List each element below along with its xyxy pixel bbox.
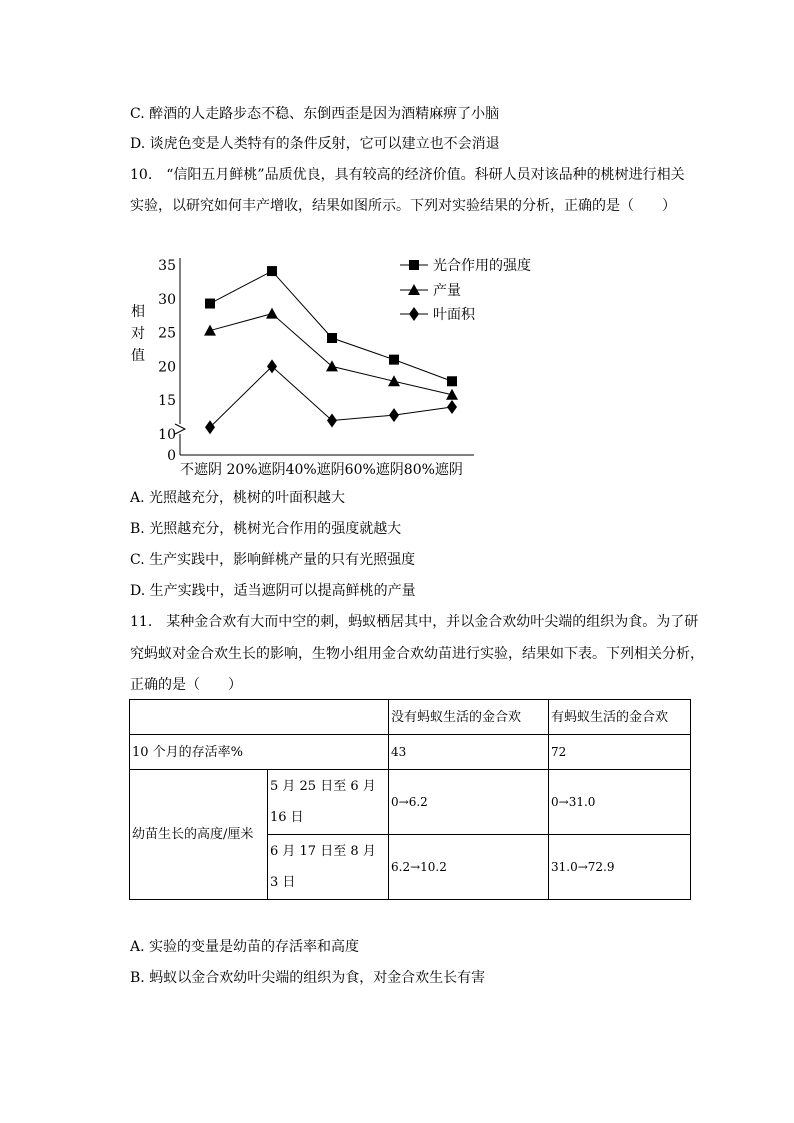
chart-series <box>204 266 458 434</box>
survival-ant: 72 <box>549 735 691 770</box>
data-point-square <box>447 376 457 386</box>
data-point-diamond <box>267 359 277 373</box>
y-tick-label: 0 <box>167 448 176 464</box>
q10-option-a: A. 光照越充分，桃树的叶面积越大 <box>130 490 346 506</box>
data-point-triangle <box>204 325 216 336</box>
chart-legend <box>400 257 531 323</box>
data-point-diamond <box>389 408 399 422</box>
period1-no-ant: 0→6.2 <box>389 770 549 835</box>
q10-line-chart <box>130 248 560 483</box>
x-axis-labels: 不遮阴 20%遮阴40%遮阴60%遮阴80%遮阴 <box>180 462 463 478</box>
q10-option-b: B. 光照越充分，桃树光合作用的强度就越大 <box>130 521 402 537</box>
y-tick-label: 35 <box>158 258 176 274</box>
q9-option-c: C. 醉酒的人走路步态不稳、东倒西歪是因为酒精麻痹了小脑 <box>130 106 500 122</box>
series-line <box>210 314 452 395</box>
period1-ant: 0→31.0 <box>549 770 691 835</box>
header-no-ant: 没有蚂蚁生活的金合欢 <box>389 700 549 735</box>
y-tick-label: 20 <box>158 359 176 376</box>
y-label-char-3: 值 <box>131 348 145 364</box>
y-tick-label: 15 <box>158 393 176 410</box>
y-tick-label: 30 <box>158 291 176 308</box>
data-point-diamond <box>409 307 419 321</box>
q11-option-a: A. 实验的变量是幼苗的存活率和高度 <box>130 939 360 955</box>
y-tick-label: 25 <box>158 325 176 342</box>
q11-stem-line2: 究蚂蚁对金合欢生长的影响，生物小组用金合欢幼苗进行实验，结果如下表。下列相关分析， <box>130 646 704 662</box>
q9-option-d: D. 谈虎色变是人类特有的条件反射，它可以建立也不会消退 <box>130 136 500 152</box>
period1-label: 5 月 25 日至 6 月 16 日 <box>268 770 389 835</box>
legend-label: 叶面积 <box>433 307 475 323</box>
series-2 <box>204 308 458 400</box>
table-row <box>130 735 691 770</box>
y-label-2 <box>131 326 145 342</box>
q11-table <box>129 699 691 900</box>
data-point-square <box>389 355 399 365</box>
q10-stem-line1: 10. “信阳五月鲜桃”品质优良，具有较高的经济价值。科研人员对该品种的桃树进行相关 <box>130 167 685 183</box>
data-point-square <box>205 299 215 309</box>
period2-ant: 31.0→72.9 <box>549 835 691 900</box>
y-label-3 <box>131 347 145 364</box>
chart-axes <box>175 258 474 455</box>
q11-stem-line3: 正确的是（ ） <box>130 677 242 693</box>
q10-option-d: D. 生产实践中，适当遮阴可以提高鲜桃的产量 <box>130 583 416 599</box>
data-point-triangle <box>266 308 278 319</box>
table-row <box>130 700 691 735</box>
y-label-1 <box>131 303 145 320</box>
y-axis-break <box>175 424 185 434</box>
y-label-char-2: 对 <box>131 326 145 342</box>
table-corner-cell <box>130 700 389 735</box>
period2-no-ant: 6.2→10.2 <box>389 835 549 900</box>
y-label-char-1: 相 <box>131 304 145 320</box>
q11-option-b: B. 蚂蚁以金合欢幼叶尖端的组织为食，对金合欢生长有害 <box>130 970 486 986</box>
data-point-diamond <box>447 400 457 414</box>
data-point-square <box>327 333 337 343</box>
data-point-square <box>409 260 419 270</box>
data-point-diamond <box>205 420 215 434</box>
y-tick-label: 10 <box>158 427 176 443</box>
height-label: 幼苗生长的高度/厘米 <box>130 770 268 900</box>
q10-option-c: C. 生产实践中，影响鲜桃产量的只有光照强度 <box>130 552 416 568</box>
header-ant: 有蚂蚁生活的金合欢 <box>549 700 691 735</box>
q10-stem-line2: 实验，以研究如何丰产增收，结果如图所示。下列对实验结果的分析，正确的是（ ） <box>130 198 676 214</box>
survival-label: 10 个月的存活率% <box>130 735 389 770</box>
y-tick-labels <box>158 258 176 464</box>
survival-no-ant: 43 <box>389 735 549 770</box>
data-point-square <box>267 266 277 276</box>
legend-label: 光合作用的强度 <box>433 258 531 274</box>
table-row <box>130 770 691 835</box>
legend-label: 产量 <box>433 283 461 299</box>
period2-label: 6 月 17 日至 8 月 3 日 <box>268 835 389 900</box>
data-point-diamond <box>327 413 337 427</box>
q11-stem-line1: 11. 某种金合欢有大而中空的刺，蚂蚁栖居其中，并以金合欢幼叶尖端的组织为食。为了研 <box>130 614 699 630</box>
